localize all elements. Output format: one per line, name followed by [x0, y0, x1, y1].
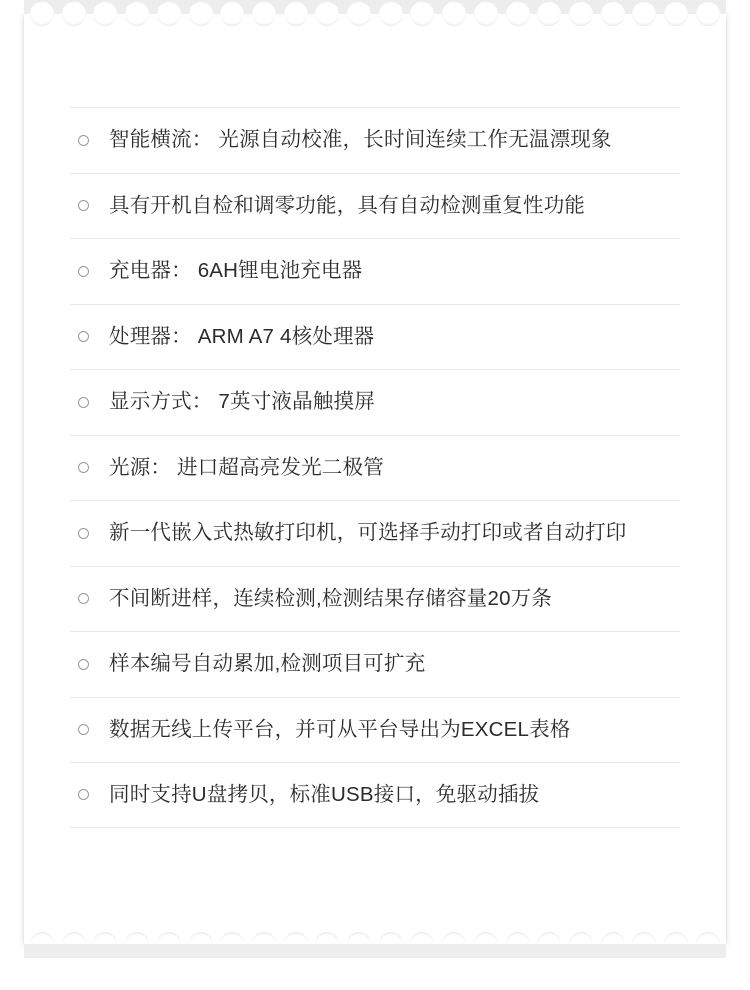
circle-outline-icon	[78, 724, 89, 735]
spec-row	[70, 238, 680, 304]
scallop-mask-top	[24, 0, 726, 14]
spec-text: 新一代嵌入式热敏打印机，可选择手动打印或者自动打印	[109, 521, 627, 545]
spec-row	[70, 697, 680, 763]
spec-row	[70, 304, 680, 370]
circle-outline-icon	[78, 397, 89, 408]
spec-text: 充电器： 6AH锂电池充电器	[109, 259, 363, 283]
spec-text: 不间断进样，连续检测,检测结果存储容量20万条	[109, 586, 553, 610]
spec-row	[70, 631, 680, 697]
spec-text: 同时支持U盘拷贝，标准USB接口，免驱动插拔	[109, 782, 540, 806]
circle-outline-icon	[78, 462, 89, 473]
spec-row	[70, 173, 680, 239]
product-spec-card	[24, 14, 726, 944]
spec-row	[70, 107, 680, 173]
spec-list	[70, 107, 680, 828]
spec-row	[70, 369, 680, 435]
spec-text: 处理器： ARM A7 4核处理器	[109, 324, 375, 348]
circle-outline-icon	[78, 266, 89, 277]
spec-row	[70, 762, 680, 828]
spec-text: 光源： 进口超高亮发光二极管	[109, 455, 384, 479]
spec-text: 样本编号自动累加,检测项目可扩充	[109, 652, 426, 676]
spec-row	[70, 435, 680, 501]
spec-row	[70, 500, 680, 566]
spec-row	[70, 566, 680, 632]
circle-outline-icon	[78, 593, 89, 604]
circle-outline-icon	[78, 331, 89, 342]
circle-outline-icon	[78, 789, 89, 800]
circle-outline-icon	[78, 135, 89, 146]
circle-outline-icon	[78, 200, 89, 211]
spec-text: 数据无线上传平台，并可从平台导出为EXCEL表格	[109, 717, 571, 741]
circle-outline-icon	[78, 659, 89, 670]
spec-text: 智能横流： 光源自动校准，长时间连续工作无温漂现象	[109, 128, 612, 152]
circle-outline-icon	[78, 528, 89, 539]
spec-text: 显示方式： 7英寸液晶触摸屏	[109, 390, 375, 414]
spec-text: 具有开机自检和调零功能，具有自动检测重复性功能	[109, 193, 586, 217]
scallop-mask-bottom	[24, 944, 726, 958]
